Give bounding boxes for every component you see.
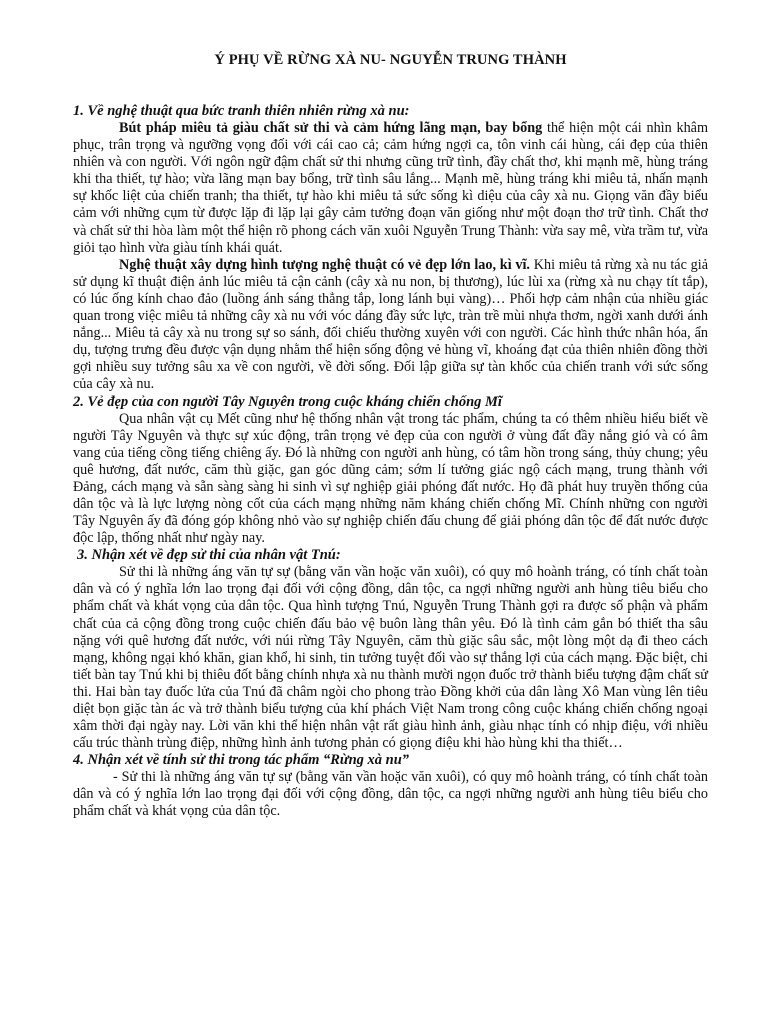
section-2 xyxy=(73,394,708,548)
section-2-paragraph-1 xyxy=(73,411,708,548)
section-1-paragraph-1-lead: Bút pháp miêu tả giàu chất sử thi và cảm hứng lãng mạn, bay bổng xyxy=(119,120,543,136)
section-4-paragraph-1 xyxy=(73,769,708,820)
section-1-paragraph-2-text: Khi miêu tả rừng xà nu tác giả sử dụng kĩ thuật điện ảnh lúc miêu tả cận cảnh (cây xà nu non, bị thương), lúc lùi xa (rừng xà nu chạy tít tắp), có lúc ống kính chao đảo (luồng ánh sáng thẳng tắp, long lánh bụi vàng)… Phối hợp cảm nhận của nhiều giác quan trong việc miêu tả những cây xà nu với vóc dáng đầy sức lực, tràn trề mùi nhựa thơm, ngời xanh dưới ánh nắng... Miêu tả cây xà nu trong sự so sánh, đối chiếu thường xuyên với con người. Các hình thức nhân hóa, ẩn dụ, tượng trưng đều được vận dụng nhằm thể hiện sống động vẻ hùng vĩ, khoáng đạt của thiên nhiên đồng thời gợi nhiều suy tưởng sâu xa về con người, về đời sống. Đối lập giữa sự tàn khốc của chiến tranh với sức sống của cây xà nu. xyxy=(73,256,708,393)
section-1-heading: 1. Về nghệ thuật qua bức tranh thiên nhiên rừng xà nu: xyxy=(73,103,410,119)
section-1-paragraph-2-lead: Nghệ thuật xây dựng hình tượng nghệ thuật có vẻ đẹp lớn lao, kì vĩ. xyxy=(119,256,530,273)
section-1-paragraph-2 xyxy=(73,257,708,394)
section-1-paragraph-1-text: thể hiện một cái nhìn khâm phục, trân trọng và ngưỡng vọng đối với cái cao cả; cảm hứng ngợi ca, tôn vinh cái hùng, cái đẹp của thiên nhiên và con người. Với ngôn ngữ đậm chất sử thi nhưng cũng trữ tình, đầy chất thơ, khi mạnh mẽ, hùng tráng khi tha thiết, tự hào; vừa lãng mạn bay bổng, trữ tình sâu lắng... Mạnh mẽ, hùng tráng khi miêu tả, nhấn mạnh sự khốc liệt của chiến tranh; tha thiết, tự hào khi miêu tả sức sống kì diệu của cây xà nu. Giọng văn đầy biểu cảm với những cụm từ được lặp đi lặp lại gây cảm tưởng đoạn văn giống như một đoạn thơ trữ tình. Chất thơ và chất sử thi hòa làm một thể hiện rõ phong cách văn xuôi Nguyễn Trung Thành: vừa say mê, vừa trầm tư, vừa giỏi tạo hình vừa giàu tính khái quát. xyxy=(73,120,708,256)
section-1 xyxy=(73,103,708,394)
section-4 xyxy=(73,752,708,820)
section-1-paragraph-1 xyxy=(73,120,708,257)
section-2-paragraph-1-text: Qua nhân vật cụ Mết cũng như hệ thống nhân vật trong tác phẩm, chúng ta có thêm nhiều hiểu biết về người Tây Nguyên và thực sự xúc động, trân trọng vẻ đẹp của con người ở vùng đất đầy nắng gió và có âm vang của tiếng cồng tiếng chiêng ấy. Đó là những con người anh hùng, có tâm hồn trong sáng, thủy chung; yêu quê hương, đất nước, căm thù giặc, gan góc dũng cảm; sớm lí tưởng giác ngộ cách mạng, trung thành với Đảng, cách mạng và sẵn sàng sàng hi sinh vì sự nghiệp giải phóng đất nước. Họ đã phát huy truyền thống của dân tộc và là lực lượng nòng cốt của cách mạng những năm kháng chiến chống Mĩ. Chính những con người Tây Nguyên ấy đã đóng góp không nhỏ vào sự nghiệp chiến đấu chung để giải phóng dân tộc để đất nước được độc lập, thống nhất như ngày nay. xyxy=(73,410,708,547)
section-2-heading: 2. Vẻ đẹp của con người Tây Nguyên trong cuộc kháng chiến chống Mĩ xyxy=(73,393,502,410)
section-3 xyxy=(73,547,708,752)
section-4-heading: 4. Nhận xét về tính sử thi trong tác phẩm “Rừng xà nu” xyxy=(73,752,410,769)
section-4-paragraph-1-text: - Sử thi là những áng văn tự sự (bằng văn vần hoặc văn xuôi), có quy mô hoành tráng, có tính chất toàn dân và có ý nghĩa lớn lao trọng đại đối với cộng đồng, dân tộc, ca ngợi những người anh hùng tiêu biểu cho phẩm chất và khát vọng của dân tộc. xyxy=(73,769,708,820)
section-3-paragraph-1-text: Sử thi là những áng văn tự sự (bằng văn vần hoặc văn xuôi), có quy mô hoành tráng, có tính chất toàn dân và có ý nghĩa lớn lao trọng đại đối với cộng đồng, dân tộc, ca ngợi những người anh hùng tiêu biểu cho phẩm chất và khát vọng của dân tộc. Qua hình tượng Tnú, Nguyễn Trung Thành gợi ra được số phận và phẩm chất của cả cộng đồng trong cuộc chiến đấu bảo vệ buôn làng thân yêu. Đó là tình cảm gắn bó thiết tha sâu nặng với quê hương đất nước, với núi rừng Tây Nguyên, căm thù giặc sâu sắc, một lòng một dạ đi theo cách mạng, không ngại khó khăn, gian khổ, hi sinh, tin tưởng tuyệt đối vào sự thắng lợi của cách mạng. Đặc biệt, chi tiết bàn tay Tnú khi bị thiêu đốt bằng chính nhựa xà nu thành mười ngọn đuốc trở thành biểu tượng đậm chất sử thi. Hai bàn tay đuốc lửa của Tnú đã châm ngòi cho phong trào Đồng khởi của dân làng Xô Man vùng lên tiêu diệt bọn giặc tàn ác và trở thành biểu tượng của khí phách Việt Nam trong công cuộc kháng chiến chống ngoại xâm thời đại ngày nay. Lời văn khi thể hiện nhân vật rất giàu hình ảnh, giàu nhạc tính có nhịp điệu, với nhiều cấu trúc thành trùng điệp, những hình ảnh tương phản có giọng điệu khi hào hùng khi tha thiết… xyxy=(73,564,708,752)
section-3-heading: 3. Nhận xét về đẹp sử thi của nhân vật Tnú: xyxy=(77,547,341,564)
section-3-paragraph-1 xyxy=(73,564,708,752)
document-title: Ý PHỤ VỀ RỪNG XÀ NU- NGUYỄN TRUNG THÀNH xyxy=(214,52,567,68)
